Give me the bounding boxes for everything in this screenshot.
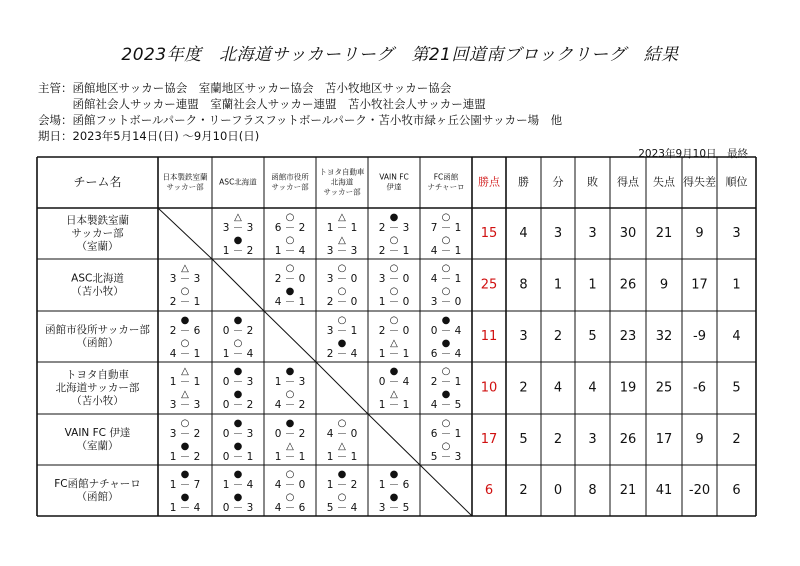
match-score: 1 － 1 — [378, 348, 410, 360]
diagonal-line — [316, 362, 368, 414]
result-mark: ● — [389, 212, 399, 223]
points-value: 10 — [480, 380, 498, 396]
result-mark: ● — [233, 235, 243, 246]
stat-value: 9 — [695, 432, 704, 447]
match-score: 2 － 1 — [430, 376, 462, 388]
opponent-header: FC函館 — [433, 172, 459, 182]
result-mark: ● — [337, 338, 347, 349]
result-mark: ○ — [389, 263, 399, 274]
stat-header: 順位 — [725, 175, 748, 189]
match-score: 7 － 1 — [430, 222, 462, 234]
result-mark: △ — [286, 441, 294, 452]
stat-value: 21 — [619, 483, 637, 498]
result-mark: ○ — [285, 492, 295, 503]
result-mark: ● — [441, 389, 451, 400]
opponent-header: サッカー部 — [166, 182, 204, 192]
opponent-header: VAIN FC — [379, 172, 409, 182]
result-mark: ○ — [337, 263, 347, 274]
team-name: （苫小牧） — [71, 395, 124, 407]
result-mark: △ — [338, 235, 346, 246]
stat-value: 1 — [588, 277, 597, 293]
match-score: 0 － 3 — [222, 376, 254, 388]
result-mark: ○ — [441, 418, 451, 429]
stat-value: 5 — [519, 432, 528, 447]
result-mark: △ — [338, 441, 346, 452]
result-mark: ● — [233, 418, 243, 429]
team-name: トヨタ自動車 — [66, 369, 129, 381]
stat-header: 得失差 — [683, 175, 716, 189]
stat-value: 30 — [619, 226, 637, 241]
points-header: 勝点 — [478, 175, 500, 189]
match-score: 5 － 4 — [326, 502, 358, 514]
match-score: 3 － 3 — [222, 222, 254, 234]
stat-value: 6 — [732, 483, 741, 498]
stat-value: 8 — [588, 483, 597, 498]
result-mark: ● — [285, 418, 295, 429]
match-score: 2 － 6 — [169, 325, 201, 337]
result-mark: ○ — [441, 366, 451, 377]
result-mark: ● — [233, 366, 243, 377]
opponent-header: 北海道 — [330, 177, 354, 187]
match-score: 3 － 5 — [378, 502, 410, 514]
match-score: 0 － 4 — [430, 325, 462, 337]
match-score: 3 － 0 — [430, 296, 462, 308]
result-mark: ● — [233, 315, 243, 326]
result-mark: ● — [285, 286, 295, 297]
team-name: （苫小牧） — [71, 285, 124, 298]
opponent-header: トヨタ自動車 — [319, 167, 365, 177]
team-name: 北海道サッカー部 — [55, 382, 140, 394]
diagonal-line — [368, 414, 420, 465]
stat-value: -20 — [688, 483, 711, 498]
stat-value: -6 — [693, 380, 706, 396]
result-mark: ● — [180, 492, 190, 503]
match-score: 1 － 4 — [274, 245, 306, 257]
match-score: 2 － 1 — [169, 296, 201, 308]
opponent-header: ナチャーロ — [427, 182, 465, 192]
match-score: 2 － 0 — [378, 325, 410, 337]
match-score: 1 － 3 — [274, 376, 306, 388]
match-score: 4 － 5 — [430, 399, 462, 411]
result-mark: ● — [285, 366, 295, 377]
stat-value: 5 — [588, 329, 597, 344]
result-mark: ● — [233, 389, 243, 400]
stat-value: 9 — [659, 277, 669, 293]
match-score: 0 － 3 — [222, 502, 254, 514]
result-mark: ○ — [180, 418, 190, 429]
stat-header: 勝 — [518, 175, 529, 189]
match-score: 0 － 1 — [222, 451, 254, 463]
stat-value: 1 — [732, 277, 741, 293]
venue-line: 会場：函館フットボールパーク・リーフラスフットボールパーク・苫小牧市緑ヶ丘公園サッカー場 他 — [38, 113, 563, 127]
result-mark: ● — [389, 469, 399, 480]
match-score: 4 － 1 — [430, 273, 462, 285]
match-score: 2 － 1 — [378, 245, 410, 257]
stat-header: 敗 — [587, 175, 598, 189]
stat-header: 得点 — [617, 175, 639, 189]
match-score: 1 － 4 — [222, 348, 254, 360]
result-mark: ○ — [441, 286, 451, 297]
match-score: 4 － 6 — [274, 502, 306, 514]
result-mark: ○ — [180, 286, 190, 297]
stat-value: 26 — [619, 277, 637, 293]
match-score: 1 － 2 — [326, 479, 358, 491]
result-mark: ● — [233, 441, 243, 452]
result-mark: ○ — [441, 235, 451, 246]
match-score: 0 － 2 — [222, 399, 254, 411]
match-score: 0 － 2 — [274, 428, 306, 440]
match-score: 1 － 2 — [222, 245, 254, 257]
points-value: 25 — [480, 277, 498, 293]
stat-value: 4 — [588, 380, 597, 396]
match-score: 1 － 1 — [378, 399, 410, 411]
stat-value: 9 — [695, 226, 704, 241]
points-value: 17 — [480, 432, 498, 447]
match-score: 1 － 1 — [326, 451, 358, 463]
match-score: 4 － 1 — [430, 245, 462, 257]
match-score: 3 － 0 — [378, 273, 410, 285]
result-mark: ● — [389, 492, 399, 503]
team-name-header: チーム名 — [73, 175, 122, 189]
opponent-header: 日本製鉄室蘭 — [162, 172, 208, 182]
diagonal-line — [264, 311, 316, 362]
result-mark: ● — [337, 469, 347, 480]
stat-value: 17 — [691, 277, 708, 293]
team-name: 函館市役所サッカー部 — [45, 324, 150, 336]
result-mark: △ — [181, 263, 189, 274]
result-mark: △ — [181, 389, 189, 400]
stat-value: 0 — [553, 483, 563, 498]
match-score: 6 － 2 — [274, 222, 306, 234]
stat-value: 41 — [655, 483, 673, 498]
diagonal-line — [420, 465, 472, 516]
stat-value: 5 — [732, 380, 741, 396]
stat-header: 分 — [552, 175, 564, 189]
match-score: 4 － 2 — [274, 399, 306, 411]
match-score: 4 － 0 — [326, 428, 358, 440]
result-mark: ○ — [337, 492, 347, 503]
match-score: 0 － 4 — [378, 376, 410, 388]
result-mark: ○ — [285, 263, 295, 274]
result-mark: ● — [441, 315, 451, 326]
stat-value: 26 — [619, 432, 637, 447]
match-score: 3 － 3 — [169, 399, 201, 411]
result-mark: ○ — [180, 338, 190, 349]
match-score: 2 － 0 — [326, 296, 358, 308]
match-score: 3 － 1 — [326, 325, 358, 337]
stat-value: 32 — [655, 329, 673, 344]
match-score: 1 － 2 — [169, 451, 201, 463]
organizer-line-1: 主管：函館地区サッカー協会 室蘭地区サッカー協会 苫小牧地区サッカー協会 — [38, 81, 452, 95]
stat-value: 3 — [732, 226, 741, 241]
match-score: 1 － 4 — [222, 479, 254, 491]
stat-value: 25 — [655, 380, 673, 396]
result-mark: ○ — [337, 315, 347, 326]
result-mark: △ — [390, 389, 398, 400]
result-mark: ○ — [285, 235, 295, 246]
team-name: VAIN FC 伊達 — [64, 427, 131, 439]
match-score: 3 － 2 — [169, 428, 201, 440]
opponent-header: 伊達 — [386, 182, 402, 192]
team-name: （函館） — [76, 491, 119, 503]
period-line: 期日：2023年5月14日(日) ～9月10日(日) — [38, 129, 260, 143]
result-mark: ○ — [285, 212, 295, 223]
opponent-header: サッカー部 — [323, 187, 361, 197]
stat-value: 17 — [655, 432, 673, 447]
match-score: 3 － 0 — [326, 273, 358, 285]
opponent-header: ASC北海道 — [219, 177, 257, 187]
match-score: 1 － 1 — [274, 451, 306, 463]
team-name: FC函館ナチャーロ — [54, 478, 141, 490]
match-score: 1 － 1 — [326, 222, 358, 234]
stat-value: 3 — [588, 226, 597, 241]
organizer-line-2: 函館社会人サッカー連盟 室蘭社会人サッカー連盟 苫小牧社会人サッカー連盟 — [38, 97, 486, 111]
result-mark: ● — [180, 315, 190, 326]
opponent-header: サッカー部 — [271, 182, 309, 192]
points-value: 6 — [484, 483, 494, 498]
stat-value: 3 — [553, 226, 563, 241]
result-mark: ○ — [233, 338, 243, 349]
stat-value: 4 — [732, 329, 741, 344]
stat-value: 2 — [519, 380, 528, 396]
match-score: 2 － 3 — [378, 222, 410, 234]
team-name: ASC北海道 — [71, 272, 124, 285]
diagonal-line — [212, 259, 264, 311]
match-score: 3 － 3 — [326, 245, 358, 257]
team-name: （室蘭） — [76, 440, 119, 452]
stat-value: 2 — [553, 329, 563, 344]
result-mark: ○ — [441, 263, 451, 274]
result-mark: △ — [390, 338, 398, 349]
result-mark: ○ — [441, 212, 451, 223]
page-title: 2023年度 北海道サッカーリーグ 第21回道南ブロックリーグ 結果 — [121, 45, 679, 65]
stat-header: 失点 — [653, 175, 675, 189]
match-score: 1 － 0 — [378, 296, 410, 308]
result-mark: ● — [180, 469, 190, 480]
result-mark: ○ — [441, 441, 451, 452]
stat-value: 21 — [655, 226, 673, 241]
result-mark: △ — [181, 366, 189, 377]
opponent-header: 函館市役所 — [271, 172, 309, 182]
diagonal-line — [158, 208, 212, 259]
result-mark: ○ — [389, 235, 399, 246]
stat-value: -9 — [693, 329, 706, 344]
stat-value: 23 — [619, 329, 637, 344]
match-score: 4 － 0 — [274, 479, 306, 491]
stat-value: 4 — [519, 226, 528, 241]
result-mark: ● — [441, 338, 451, 349]
match-score: 1 － 1 — [169, 376, 201, 388]
result-mark: ○ — [389, 286, 399, 297]
match-score: 4 － 1 — [169, 348, 201, 360]
match-score: 0 － 2 — [222, 325, 254, 337]
result-mark: ○ — [389, 315, 399, 326]
match-score: 6 － 4 — [430, 348, 462, 360]
result-mark: ○ — [285, 389, 295, 400]
team-name: 日本製鉄室蘭 — [66, 214, 129, 227]
match-score: 2 － 4 — [326, 348, 358, 360]
stat-value: 2 — [732, 432, 741, 447]
team-name: （函館） — [76, 337, 119, 349]
points-value: 11 — [480, 329, 498, 344]
stat-value: 2 — [519, 483, 528, 498]
result-mark: ● — [233, 469, 243, 480]
match-score: 0 － 3 — [222, 428, 254, 440]
match-score: 1 － 4 — [169, 502, 201, 514]
stat-value: 3 — [519, 329, 528, 344]
result-mark: ● — [233, 492, 243, 503]
match-score: 3 － 3 — [169, 273, 201, 285]
match-score: 4 － 1 — [274, 296, 306, 308]
result-mark: △ — [234, 212, 242, 223]
stat-value: 2 — [553, 432, 563, 447]
updated-stamp: 2023年9月10日 最終 — [638, 148, 748, 160]
match-score: 5 － 3 — [430, 451, 462, 463]
result-mark: ○ — [337, 418, 347, 429]
result-mark: ○ — [337, 286, 347, 297]
match-score: 6 － 1 — [430, 428, 462, 440]
team-name: サッカー部 — [71, 227, 124, 240]
result-mark: △ — [338, 212, 346, 223]
team-name: （室蘭） — [76, 240, 119, 253]
match-score: 1 － 6 — [378, 479, 410, 491]
stat-value: 1 — [553, 277, 563, 293]
stat-value: 19 — [619, 380, 637, 396]
result-mark: ● — [389, 366, 399, 377]
stat-value: 4 — [553, 380, 563, 396]
stat-value: 8 — [519, 277, 528, 293]
result-mark: ● — [180, 441, 190, 452]
points-value: 15 — [480, 226, 498, 241]
stat-value: 3 — [588, 432, 597, 447]
result-mark: ○ — [285, 469, 295, 480]
match-score: 2 － 0 — [274, 273, 306, 285]
match-score: 1 － 7 — [169, 479, 201, 491]
